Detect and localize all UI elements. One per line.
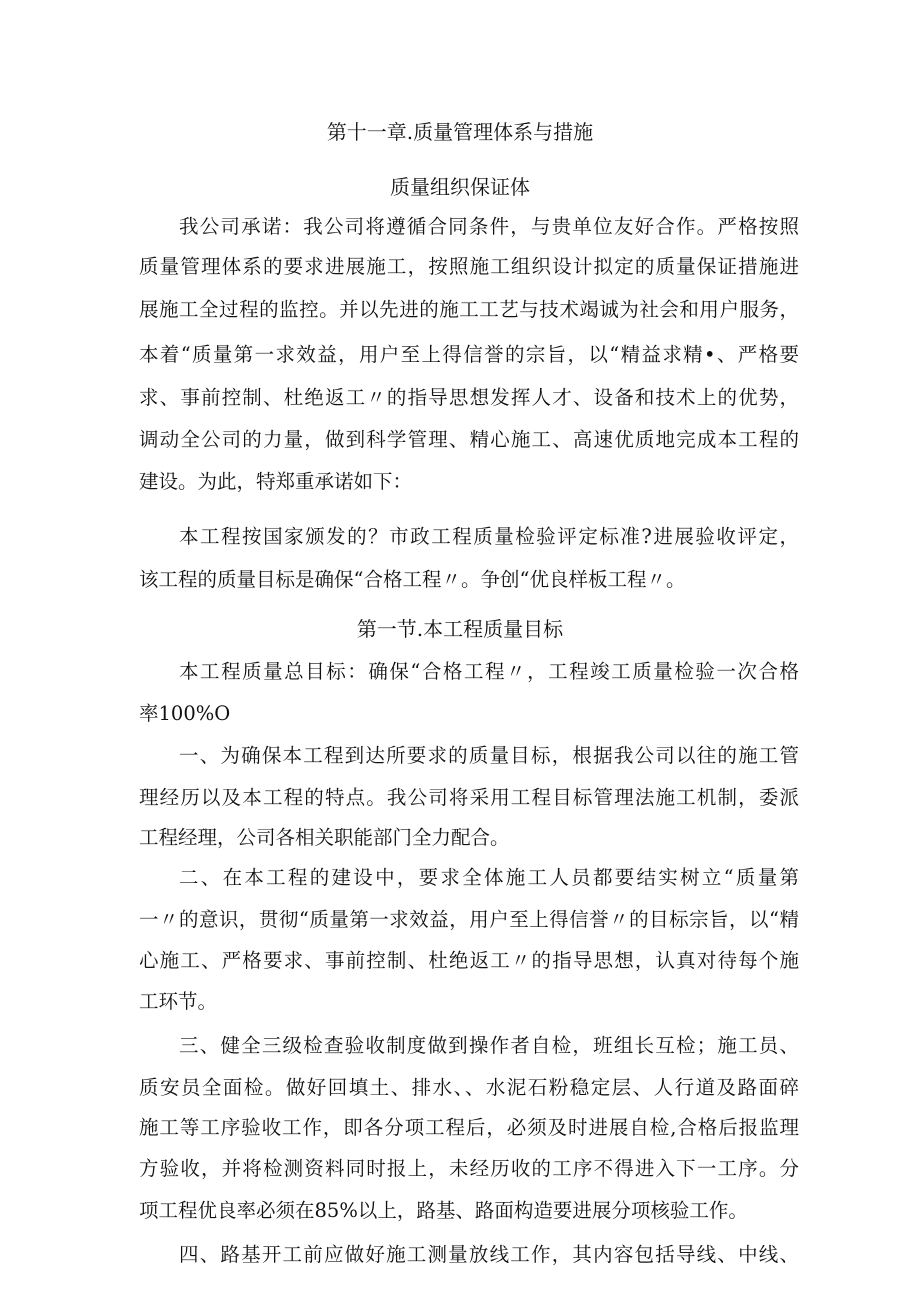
paragraph-line: 调动全公司的力量，做到科学管理、精心施工、高速优质地完成本工程的: [139, 428, 799, 451]
paragraph-line: 本着“质量第一求效益，用户至上得信誉的宗旨，以“精益求精•、严格要: [139, 343, 799, 366]
paragraph-line: 该工程的质量目标是确保“合格工程〃。争创“优良样板工程〃。: [139, 568, 686, 591]
paragraph-line: 本工程按国家颁发的？市政工程质量检验评定标准?进展验收评定，: [179, 525, 799, 548]
section-heading-quality-goal: 第一节.本工程质量目标: [356, 617, 564, 641]
paragraph-line: 二、在本工程的建设中，要求全体施工人员都要结实树立“质量第: [179, 866, 799, 889]
paragraph-line: 建设。为此，特郑重承诺如下：: [139, 470, 413, 493]
paragraph-line: 质安员全面检。做好回填土、排水、、水泥石粉稳定层、人行道及路面碎: [139, 1076, 799, 1099]
paragraph-line: 我公司承诺：我公司将遵循合同条件，与贵单位友好合作。严格按照: [179, 215, 799, 238]
paragraph-line: 一〃的意识，贯彻“质量第一求效益，用户至上得信誉〃的目标宗旨，以“精: [139, 908, 799, 931]
paragraph-line: 工程经理，公司各相关职能部门全力配合。: [139, 826, 510, 849]
paragraph-line: 一、为确保本工程到达所要求的质量目标，根据我公司以往的施工管: [179, 744, 799, 767]
paragraph-line: 三、健全三级检查验收制度做到操作者自检，班组长互检；施工员、: [179, 1034, 799, 1057]
paragraph-line: 施工等工序验收工作，即各分项工程后，必须及时进展自检,合格后报监理: [139, 1116, 799, 1139]
paragraph-line: 展施工全过程的监控。并以先进的施工工艺与技术竭诚为社会和用户服务，: [139, 298, 799, 321]
paragraph-line: 本工程质量总目标：确保“合格工程〃，工程竣工质量检验一次合格: [179, 660, 799, 683]
paragraph-line: 心施工、严格要求、事前控制、杜绝返工〃的指导思想，认真对待每个施: [139, 949, 799, 972]
paragraph-line: 理经历以及本工程的特点。我公司将采用工程目标管理法施工机制，委派: [139, 786, 799, 809]
paragraph-line: 求、事前控制、杜绝返工〃的指导思想发挥人才、设备和技术上的优势，: [139, 386, 799, 409]
paragraph-line: 项工程优良率必须在85%以上，路基、路面构造要进展分项核验工作。: [139, 1199, 748, 1222]
chapter-title: 第十一章.质量管理体系与措施: [326, 120, 594, 144]
paragraph-line: 质量管理体系的要求进展施工，按照施工组织设计拟定的质量保证措施进: [139, 255, 799, 278]
paragraph-line: 工环节。: [139, 990, 218, 1013]
paragraph-line: 率100%O: [139, 702, 231, 725]
paragraph-line: 方验收，并将检测资料同时报上，未经历收的工序不得进入下一工序。分: [139, 1157, 799, 1180]
paragraph-line: 四、路基开工前应做好施工测量放线工作，其内容包括导线、中线、: [179, 1243, 799, 1266]
section-heading-quality-organization: 质量组织保证体: [390, 175, 530, 199]
